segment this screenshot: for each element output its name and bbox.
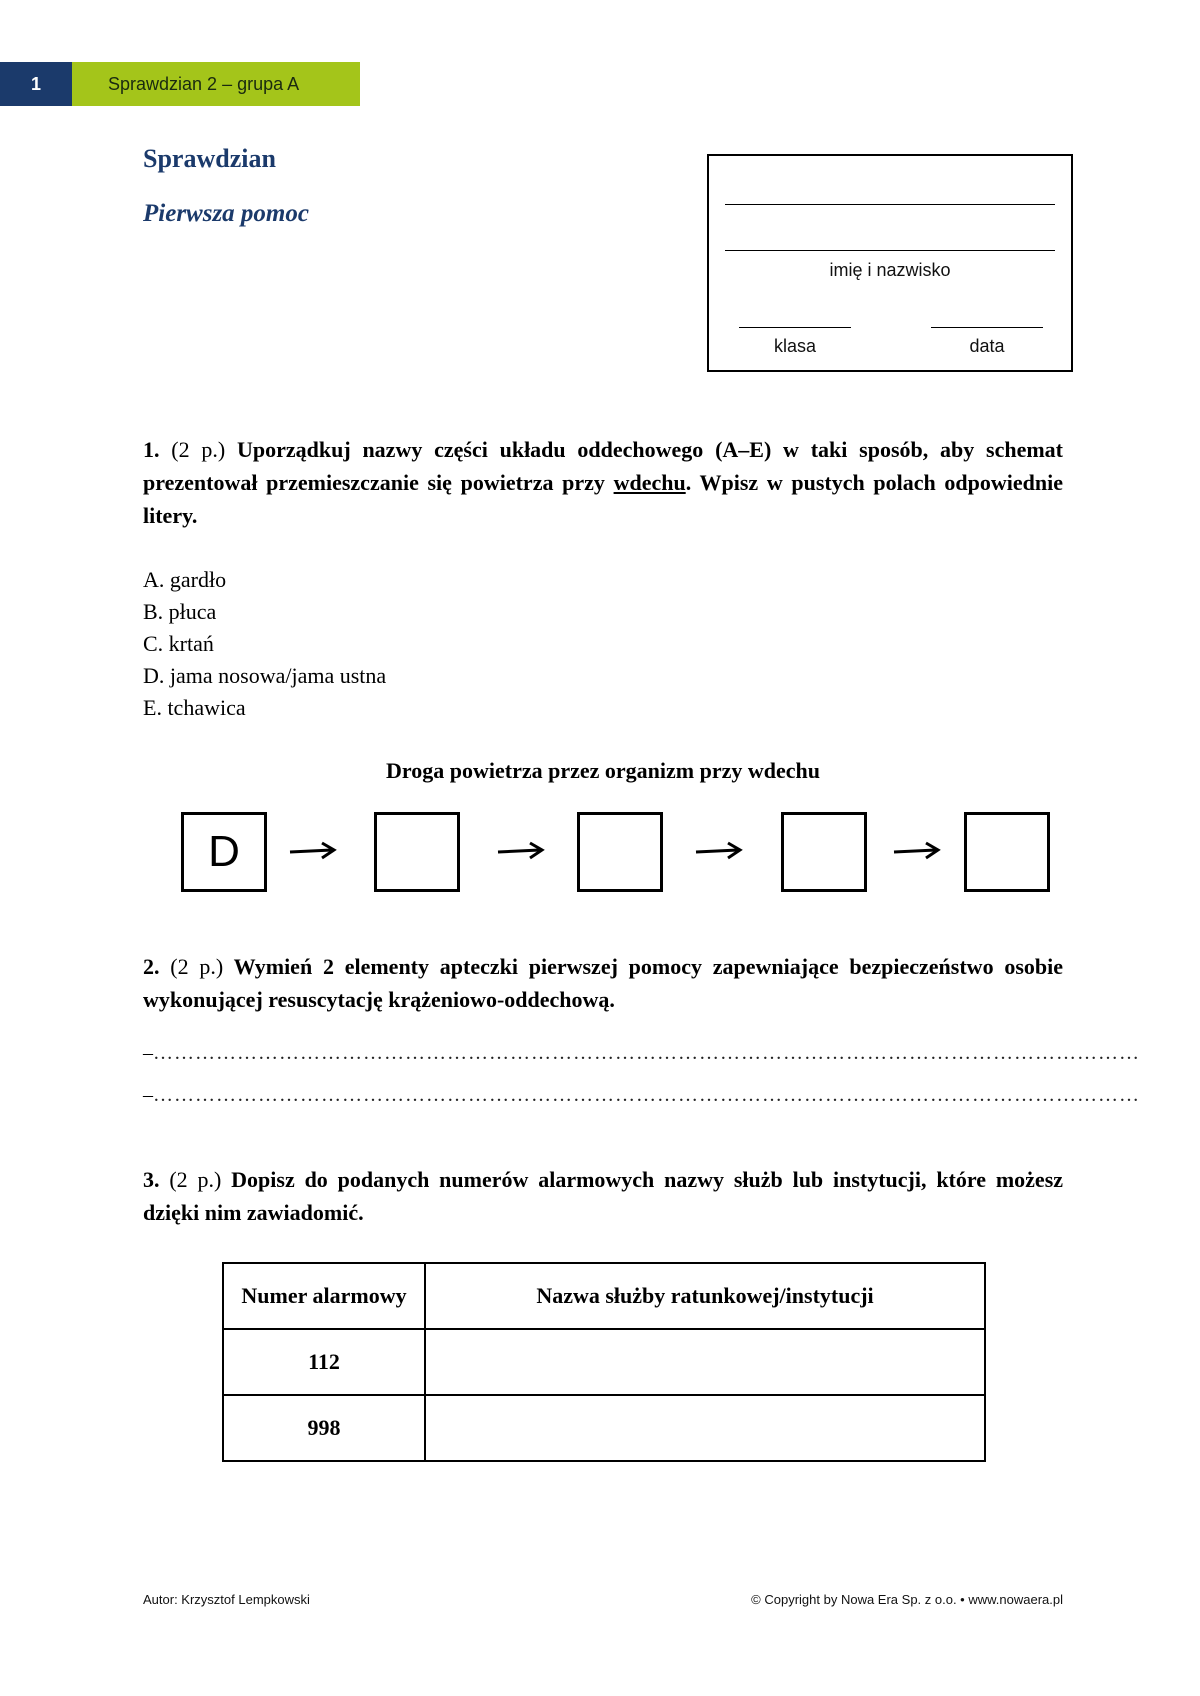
arrow-right-icon [694, 840, 746, 862]
answer-dash: – [143, 1083, 153, 1106]
class-line[interactable] [739, 327, 851, 328]
question-3-body: Dopisz do podanych numerów alarmowych nazwy służb lub instytucji, które możesz dzięki nim zawiadomić. [143, 1167, 1064, 1225]
alarm-number-cell: 112 [223, 1329, 425, 1395]
question-2-points: (2 p.) [170, 954, 224, 979]
option-d: D. jama nosowa/jama ustna [143, 663, 387, 688]
option-a: A. gardło [143, 567, 227, 592]
document-subtitle: Pierwsza pomoc [143, 200, 309, 227]
name-line-2[interactable] [725, 250, 1055, 251]
student-info-box [707, 154, 1073, 372]
page-number-badge: 1 [0, 62, 72, 106]
name-label: imię i nazwisko [829, 260, 951, 280]
question-2-text [143, 950, 1063, 1016]
date-label: data [969, 336, 1005, 356]
option-c: C. krtań [143, 631, 214, 656]
question-3-text [143, 1163, 1063, 1229]
column-header-service: Nazwa służby ratunkowej/instytucji [425, 1263, 985, 1329]
answer-dash: – [143, 1041, 153, 1064]
answer-line-1[interactable] [143, 1038, 1140, 1068]
answer-dots: …………………………………………………………………………………………………………………………… [153, 1041, 1140, 1064]
question-1-text [143, 433, 1063, 532]
flow-box-2[interactable] [374, 812, 460, 892]
answer-line-2[interactable] [143, 1080, 1140, 1110]
alarm-number-cell: 998 [223, 1395, 425, 1461]
flow-diagram-title: Droga powietrza przez organizm przy wdechu [386, 758, 820, 783]
table-row [223, 1329, 985, 1395]
option-b: B. płuca [143, 599, 217, 624]
flow-box-5[interactable] [964, 812, 1050, 892]
arrow-right-icon [288, 840, 340, 862]
footer-author: Autor: Krzysztof Lempkowski [143, 1592, 310, 1607]
table-header-row [223, 1263, 985, 1329]
flow-box-4[interactable] [781, 812, 867, 892]
footer-copyright: © Copyright by Nowa Era Sp. z o.o. • www.nowaera.pl [751, 1592, 1063, 1607]
alarm-numbers-table [222, 1262, 986, 1462]
service-answer-cell[interactable] [425, 1329, 985, 1395]
table-row [223, 1395, 985, 1461]
option-e: E. tchawica [143, 695, 246, 720]
flow-box-1: D [181, 812, 267, 892]
question-1-underlined: wdechu [613, 470, 686, 495]
answer-dots: …………………………………………………………………………………………………………………………… [153, 1083, 1140, 1106]
arrow-right-icon [892, 840, 944, 862]
service-answer-cell[interactable] [425, 1395, 985, 1461]
date-line[interactable] [931, 327, 1043, 328]
class-label: klasa [773, 336, 817, 356]
question-1-body-end: . Wpisz w pustych polach odpowiednie litery. [143, 470, 1064, 528]
flow-box-3[interactable] [577, 812, 663, 892]
header-title: Sprawdzian 2 – grupa A [72, 62, 360, 106]
question-1-body: Uporządkuj nazwy części układu oddechowego (A–E) w taki sposób, aby schemat prezentował przemieszczanie się powietrza przy [143, 437, 1064, 495]
question-1-options [143, 564, 386, 724]
question-2-number: 2. [143, 954, 160, 979]
question-1-number: 1. [143, 437, 160, 462]
document-title: Sprawdzian [143, 144, 276, 173]
arrow-right-icon [496, 840, 548, 862]
question-3-points: (2 p.) [169, 1167, 222, 1192]
name-line-1[interactable] [725, 204, 1055, 205]
question-3-number: 3. [143, 1167, 160, 1192]
column-header-number: Numer alarmowy [223, 1263, 425, 1329]
question-1-points: (2 p.) [171, 437, 226, 462]
question-2-body: Wymień 2 elementy apteczki pierwszej pomocy zapewniające bezpieczeństwo osobie wykonującej resuscytację krążeniowo-oddechową. [143, 954, 1064, 1012]
